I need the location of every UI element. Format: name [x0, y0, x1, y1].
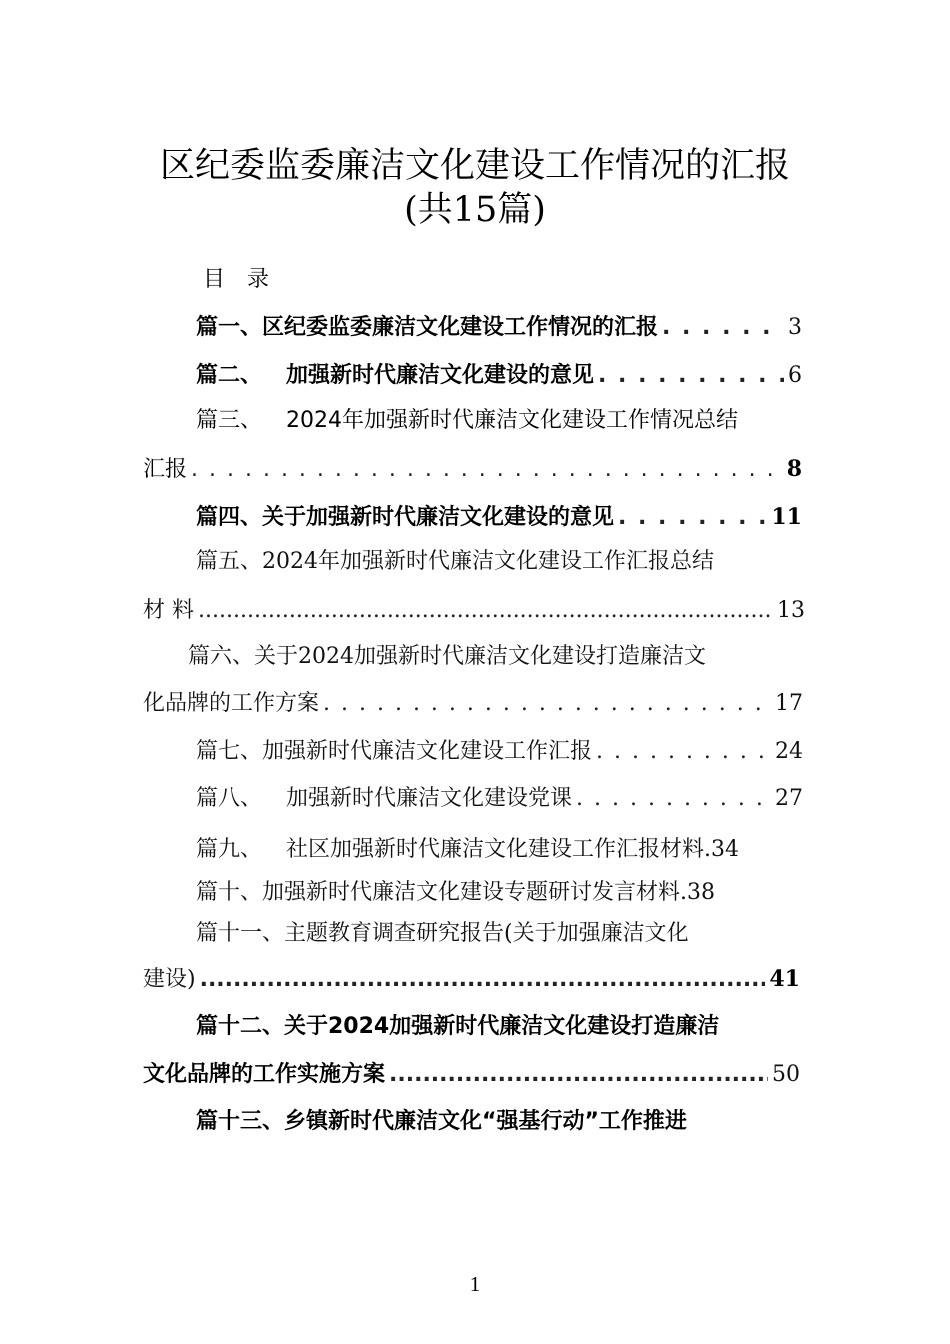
- toc-page-number: 41: [769, 966, 800, 992]
- toc-page-number: 11: [771, 504, 802, 530]
- toc-entry-3[interactable]: [196, 404, 806, 438]
- toc-entry-prefix: 篇八、: [196, 786, 263, 811]
- toc-entry-11[interactable]: [196, 917, 796, 951]
- toc-entry-2[interactable]: [196, 359, 802, 393]
- toc-entry-title: 篇六、关于2024加强新时代廉洁文化建设打造廉洁文: [188, 644, 706, 669]
- toc-entry-9[interactable]: [196, 833, 808, 867]
- toc-entry-6-cont[interactable]: [143, 687, 803, 721]
- toc-entry-8[interactable]: [196, 782, 803, 816]
- toc-entry-title: 篇四、关于加强新时代廉洁文化建设的意见: [196, 505, 615, 530]
- toc-entry-title: 社区加强新时代廉洁文化建设工作汇报材料.: [286, 837, 712, 862]
- toc-entry-12-cont[interactable]: [143, 1058, 800, 1092]
- toc-entry-1[interactable]: [196, 311, 802, 345]
- toc-entry-title: 加强新时代廉洁文化建设的意见: [286, 363, 595, 388]
- toc-entry-title-cont: 文化品牌的工作实施方案: [143, 1062, 386, 1087]
- toc-leader: [596, 735, 771, 769]
- toc-leader: [389, 1058, 768, 1092]
- toc-entry-5[interactable]: [196, 545, 806, 579]
- toc-entry-title: 篇一、区纪委监委廉洁文化建设工作情况的汇报: [196, 315, 659, 340]
- toc-entry-title: 加强新时代廉洁文化建设党课: [286, 786, 573, 811]
- toc-page-number: 24: [775, 739, 803, 764]
- toc-entry-12[interactable]: [196, 1010, 808, 1044]
- toc-entry-3-cont[interactable]: [143, 452, 802, 486]
- page-number: 1: [469, 1272, 481, 1296]
- toc-entry-4[interactable]: [196, 500, 802, 534]
- toc-entry-title: 篇七、加强新时代廉洁文化建设工作汇报: [196, 739, 593, 764]
- toc-leader: [191, 453, 783, 486]
- toc-entry-title: 2024年加强新时代廉洁文化建设工作情况总结: [286, 408, 739, 433]
- toc-entry-title: 篇十、加强新时代廉洁文化建设专题研讨发言材料.: [196, 880, 687, 905]
- toc-heading: 目录: [203, 267, 292, 292]
- toc-entry-prefix: 篇九、: [196, 837, 263, 862]
- toc-page-number: 50: [772, 1062, 800, 1087]
- toc-entry-prefix: 篇三、: [196, 408, 263, 433]
- toc-entry-10[interactable]: [196, 876, 808, 910]
- toc-page-number: 38: [687, 880, 715, 905]
- toc-page-number: 8: [786, 456, 802, 482]
- toc-page-number: 27: [775, 786, 803, 811]
- toc-page-number: 3: [788, 315, 802, 340]
- toc-entry-5-cont[interactable]: [143, 594, 805, 628]
- toc-leader: [200, 963, 766, 996]
- toc-leader: [618, 501, 767, 534]
- toc-entry-title: 篇十三、乡镇新时代廉洁文化“强基行动”工作推进: [196, 1109, 687, 1134]
- toc-page-number: 34: [711, 837, 740, 862]
- toc-leader: [198, 594, 773, 628]
- toc-leader: [323, 687, 771, 721]
- toc-page-number: 6: [788, 363, 802, 388]
- toc-leader: [598, 359, 784, 393]
- toc-entry-prefix: 篇二、: [196, 363, 263, 388]
- toc-entry-title-cont: 建设): [143, 967, 196, 992]
- toc-entry-title: 篇五、2024年加强新时代廉洁文化建设工作汇报总结: [196, 549, 714, 574]
- toc-entry-title-cont: 化品牌的工作方案: [143, 691, 320, 716]
- toc-entry-11-cont[interactable]: [143, 962, 800, 996]
- toc-entry-7[interactable]: [196, 735, 803, 769]
- toc-entry-6[interactable]: [188, 640, 808, 674]
- document-title: 区纪委监委廉洁文化建设工作情况的汇报: [159, 146, 790, 186]
- toc-leader: [576, 782, 771, 816]
- toc-page-number: 13: [777, 598, 805, 623]
- toc-page-number: 17: [775, 691, 803, 716]
- toc-entry-title-cont: 材 料: [143, 598, 194, 623]
- toc-entry-13[interactable]: [196, 1105, 796, 1139]
- toc-entry-title-cont: 汇报: [143, 457, 188, 482]
- toc-entry-title: 篇十一、主题教育调查研究报告(关于加强廉洁文化: [196, 921, 689, 946]
- document-subtitle: (共15篇): [404, 190, 546, 230]
- toc-entry-title: 篇十二、关于2024加强新时代廉洁文化建设打造廉洁: [196, 1014, 720, 1039]
- toc-leader: [662, 311, 784, 345]
